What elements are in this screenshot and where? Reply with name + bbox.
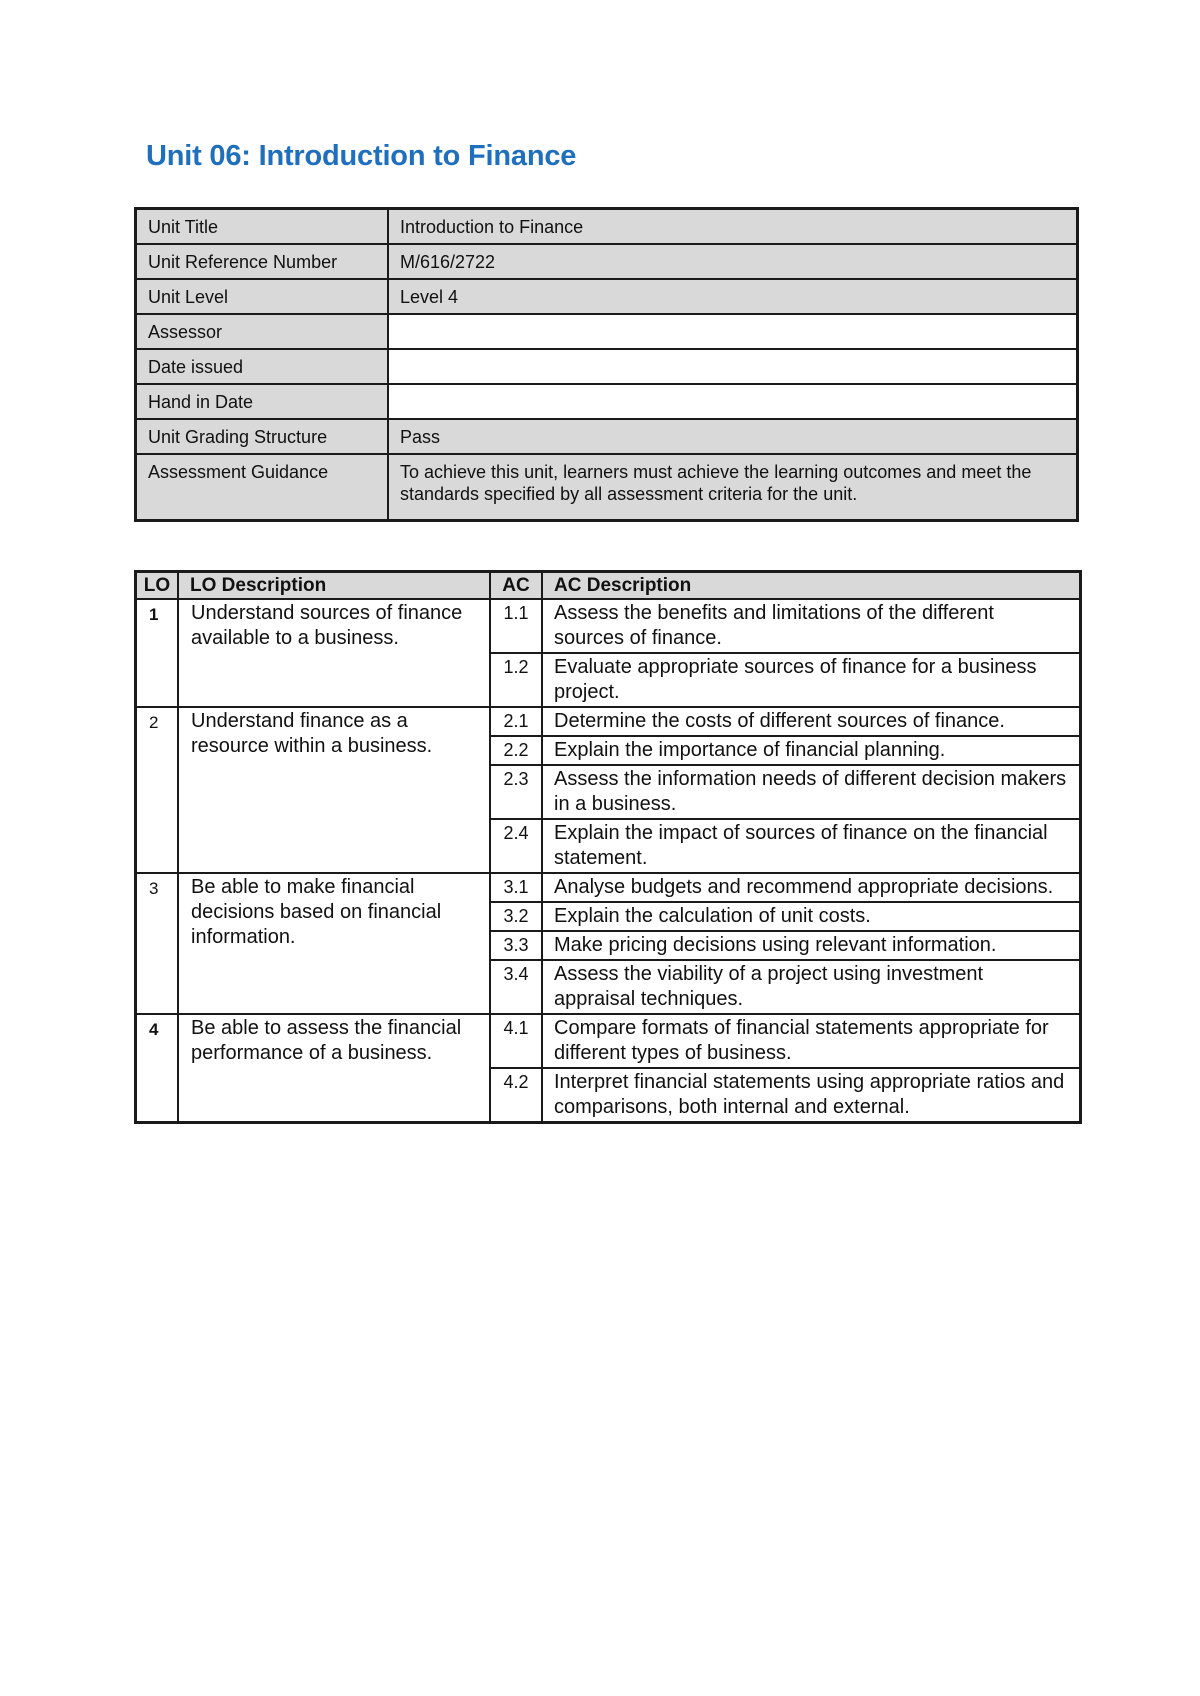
lo-number: 4 xyxy=(136,1014,179,1123)
lo-description: Understand finance as a resource within a business. xyxy=(178,707,490,873)
unit-details-row xyxy=(136,384,1078,419)
ac-number: 3.1 xyxy=(490,873,542,902)
assessor-value xyxy=(388,314,1078,349)
ac-number: 3.3 xyxy=(490,931,542,960)
hand-in-date-value xyxy=(388,384,1078,419)
unit-details-row xyxy=(136,349,1078,384)
unit-title-value: Introduction to Finance xyxy=(388,209,1078,245)
lo-column-header: LO xyxy=(136,572,179,600)
lo-description: Be able to make financial decisions based on financial information. xyxy=(178,873,490,1014)
ac-number: 3.4 xyxy=(490,960,542,1014)
ac-description: Explain the calculation of unit costs. xyxy=(542,902,1081,931)
ac-description: Assess the information needs of different decision makers in a business. xyxy=(542,765,1081,819)
unit-level-label: Unit Level xyxy=(136,279,389,314)
ac-description: Evaluate appropriate sources of finance for a business project. xyxy=(542,653,1081,707)
unit-details-row xyxy=(136,314,1078,349)
ac-description-column-header: AC Description xyxy=(542,572,1081,600)
assessment-guidance-value: To achieve this unit, learners must achieve the learning outcomes and meet the standards specified by all assessment criteria for the unit. xyxy=(388,454,1078,521)
ac-number: 2.3 xyxy=(490,765,542,819)
date-issued-label: Date issued xyxy=(136,349,389,384)
unit-details-row xyxy=(136,419,1078,454)
grading-structure-label: Unit Grading Structure xyxy=(136,419,389,454)
unit-details-table xyxy=(134,207,1079,522)
assessor-label: Assessor xyxy=(136,314,389,349)
table-header-row xyxy=(136,572,1081,600)
unit-details-row xyxy=(136,209,1078,245)
table-row xyxy=(136,707,1081,736)
table-row xyxy=(136,873,1081,902)
learning-outcomes-table xyxy=(134,570,1082,1124)
ac-number: 4.2 xyxy=(490,1068,542,1123)
ac-description: Compare formats of financial statements appropriate for different types of business. xyxy=(542,1014,1081,1068)
page-title: Unit 06: Introduction to Finance xyxy=(146,140,577,172)
table-row xyxy=(136,1014,1081,1068)
lo-description-column-header: LO Description xyxy=(178,572,490,600)
ac-number: 2.1 xyxy=(490,707,542,736)
ac-description: Analyse budgets and recommend appropriate decisions. xyxy=(542,873,1081,902)
grading-structure-value: Pass xyxy=(388,419,1078,454)
ac-number: 1.2 xyxy=(490,653,542,707)
ac-number: 4.1 xyxy=(490,1014,542,1068)
unit-details-row xyxy=(136,279,1078,314)
table-row xyxy=(136,599,1081,653)
unit-level-value: Level 4 xyxy=(388,279,1078,314)
lo-description: Be able to assess the financial performance of a business. xyxy=(178,1014,490,1123)
lo-description: Understand sources of finance available to a business. xyxy=(178,599,490,707)
ac-description: Explain the impact of sources of finance on the financial statement. xyxy=(542,819,1081,873)
ac-description: Assess the viability of a project using investment appraisal techniques. xyxy=(542,960,1081,1014)
ac-description: Interpret financial statements using appropriate ratios and comparisons, both internal and external. xyxy=(542,1068,1081,1123)
unit-reference-value: M/616/2722 xyxy=(388,244,1078,279)
hand-in-date-label: Hand in Date xyxy=(136,384,389,419)
ac-description: Assess the benefits and limitations of the different sources of finance. xyxy=(542,599,1081,653)
ac-number: 3.2 xyxy=(490,902,542,931)
unit-details-row xyxy=(136,244,1078,279)
ac-number: 1.1 xyxy=(490,599,542,653)
lo-number: 2 xyxy=(136,707,179,873)
lo-number: 1 xyxy=(136,599,179,707)
ac-number: 2.4 xyxy=(490,819,542,873)
unit-title-label: Unit Title xyxy=(136,209,389,245)
ac-description: Determine the costs of different sources of finance. xyxy=(542,707,1081,736)
date-issued-value xyxy=(388,349,1078,384)
ac-number: 2.2 xyxy=(490,736,542,765)
ac-description: Explain the importance of financial planning. xyxy=(542,736,1081,765)
unit-reference-label: Unit Reference Number xyxy=(136,244,389,279)
unit-details-row xyxy=(136,454,1078,521)
ac-description: Make pricing decisions using relevant information. xyxy=(542,931,1081,960)
assessment-guidance-label: Assessment Guidance xyxy=(136,454,389,521)
ac-column-header: AC xyxy=(490,572,542,600)
lo-number: 3 xyxy=(136,873,179,1014)
